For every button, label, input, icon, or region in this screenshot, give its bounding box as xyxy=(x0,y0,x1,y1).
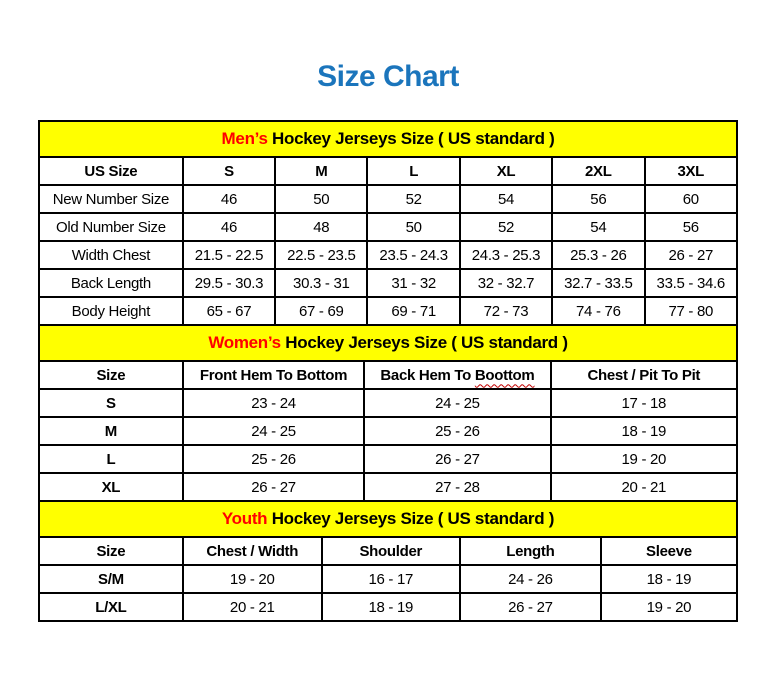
column-header: Size xyxy=(39,537,183,565)
cell-value: 74 - 76 xyxy=(552,297,644,325)
womens-banner-highlight: Women’s xyxy=(208,333,281,352)
row-label: Body Height xyxy=(39,297,183,325)
mens-section xyxy=(38,120,738,326)
cell-value: 23.5 - 24.3 xyxy=(367,241,459,269)
cell-value: 26 - 27 xyxy=(183,473,364,501)
cell-value: 25 - 26 xyxy=(364,417,550,445)
column-header: L xyxy=(367,157,459,185)
row-label: M xyxy=(39,417,183,445)
cell-value: 50 xyxy=(367,213,459,241)
cell-value: 24.3 - 25.3 xyxy=(460,241,552,269)
youth-banner xyxy=(38,500,738,538)
cell-value: 52 xyxy=(367,185,459,213)
mens-banner xyxy=(38,120,738,158)
row-label: New Number Size xyxy=(39,185,183,213)
row-label: XL xyxy=(39,473,183,501)
column-header: Sleeve xyxy=(601,537,737,565)
table-row xyxy=(39,213,737,241)
cell-value: 26 - 27 xyxy=(460,593,601,621)
cell-value: 20 - 21 xyxy=(551,473,737,501)
cell-value: 22.5 - 23.5 xyxy=(275,241,367,269)
column-header: 3XL xyxy=(645,157,738,185)
cell-value: 32 - 32.7 xyxy=(460,269,552,297)
cell-value: 26 - 27 xyxy=(364,445,550,473)
cell-value: 24 - 25 xyxy=(183,417,364,445)
cell-value: 24 - 25 xyxy=(364,389,550,417)
cell-value: 30.3 - 31 xyxy=(275,269,367,297)
cell-value: 19 - 20 xyxy=(183,565,322,593)
mens-size-table xyxy=(38,156,738,326)
cell-value: 46 xyxy=(183,185,275,213)
cell-value: 24 - 26 xyxy=(460,565,601,593)
cell-value: 23 - 24 xyxy=(183,389,364,417)
table-row xyxy=(39,297,737,325)
cell-value: 48 xyxy=(275,213,367,241)
column-header: Chest / Pit To Pit xyxy=(551,361,737,389)
cell-value: 27 - 28 xyxy=(364,473,550,501)
womens-section xyxy=(38,324,738,502)
column-header: Back Hem To Boottom xyxy=(364,361,550,389)
row-label: Back Length xyxy=(39,269,183,297)
cell-value: 25.3 - 26 xyxy=(552,241,644,269)
cell-value: 54 xyxy=(552,213,644,241)
table-row xyxy=(39,565,737,593)
table-row xyxy=(39,389,737,417)
header-row xyxy=(39,537,737,565)
table-row xyxy=(39,593,737,621)
table-row xyxy=(39,185,737,213)
cell-value: 33.5 - 34.6 xyxy=(645,269,738,297)
cell-value: 19 - 20 xyxy=(601,593,737,621)
column-header: XL xyxy=(460,157,552,185)
misspelled-word: Boottom xyxy=(474,366,535,384)
cell-value: 60 xyxy=(645,185,738,213)
cell-value: 16 - 17 xyxy=(322,565,460,593)
header-row xyxy=(39,157,737,185)
youth-banner-highlight: Youth xyxy=(221,509,268,528)
cell-value: 52 xyxy=(460,213,552,241)
row-label: S/M xyxy=(39,565,183,593)
size-chart xyxy=(38,120,738,622)
row-label: Old Number Size xyxy=(39,213,183,241)
cell-value: 18 - 19 xyxy=(551,417,737,445)
mens-banner-rest: Hockey Jerseys Size ( US standard ) xyxy=(267,129,555,148)
youth-size-table xyxy=(38,536,738,622)
column-header: Length xyxy=(460,537,601,565)
youth-section xyxy=(38,500,738,622)
cell-value: 32.7 - 33.5 xyxy=(552,269,644,297)
womens-banner xyxy=(38,324,738,362)
column-header: Chest / Width xyxy=(183,537,322,565)
cell-value: 65 - 67 xyxy=(183,297,275,325)
table-row xyxy=(39,241,737,269)
cell-value: 46 xyxy=(183,213,275,241)
youth-banner-rest: Hockey Jerseys Size ( US standard ) xyxy=(267,509,555,528)
row-label: Width Chest xyxy=(39,241,183,269)
cell-value: 69 - 71 xyxy=(367,297,459,325)
header-row xyxy=(39,361,737,389)
table-row xyxy=(39,473,737,501)
column-header: US Size xyxy=(39,157,183,185)
cell-value: 29.5 - 30.3 xyxy=(183,269,275,297)
mens-banner-highlight: Men’s xyxy=(221,129,268,148)
row-label: L/XL xyxy=(39,593,183,621)
womens-banner-rest: Hockey Jerseys Size ( US standard ) xyxy=(280,333,568,352)
cell-value: 21.5 - 22.5 xyxy=(183,241,275,269)
cell-value: 77 - 80 xyxy=(645,297,738,325)
cell-value: 19 - 20 xyxy=(551,445,737,473)
cell-value: 18 - 19 xyxy=(322,593,460,621)
cell-value: 17 - 18 xyxy=(551,389,737,417)
cell-value: 72 - 73 xyxy=(460,297,552,325)
page-title: Size Chart xyxy=(317,60,459,93)
table-row xyxy=(39,445,737,473)
cell-value: 56 xyxy=(645,213,738,241)
cell-value: 18 - 19 xyxy=(601,565,737,593)
cell-value: 26 - 27 xyxy=(645,241,738,269)
column-header: Shoulder xyxy=(322,537,460,565)
row-label: S xyxy=(39,389,183,417)
cell-value: 54 xyxy=(460,185,552,213)
column-header: S xyxy=(183,157,275,185)
cell-value: 25 - 26 xyxy=(183,445,364,473)
womens-size-table xyxy=(38,360,738,502)
column-header: Front Hem To Bottom xyxy=(183,361,364,389)
column-header: M xyxy=(275,157,367,185)
cell-value: 31 - 32 xyxy=(367,269,459,297)
cell-value: 56 xyxy=(552,185,644,213)
row-label: L xyxy=(39,445,183,473)
column-header: 2XL xyxy=(552,157,644,185)
table-row xyxy=(39,417,737,445)
cell-value: 67 - 69 xyxy=(275,297,367,325)
column-header: Size xyxy=(39,361,183,389)
cell-value: 20 - 21 xyxy=(183,593,322,621)
table-row xyxy=(39,269,737,297)
cell-value: 50 xyxy=(275,185,367,213)
